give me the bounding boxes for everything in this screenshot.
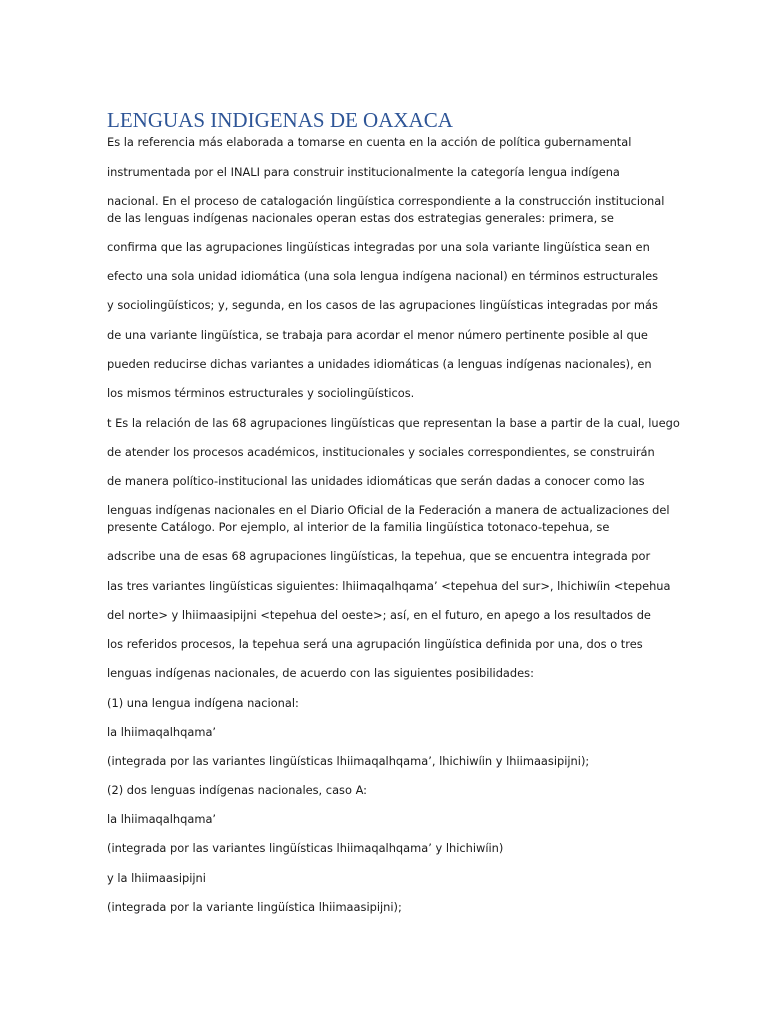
body-line: (1) una lengua indígena nacional: [107,696,299,710]
body-line: (2) dos lenguas indígenas nacionales, caso A: [107,783,367,797]
body-line: instrumentada por el INALI para construir institucionalmente la categoría lengua indígena [107,165,620,179]
body-line: de las lenguas indígenas nacionales operan estas dos estrategias generales: primera, se [107,211,614,225]
body-line: de atender los procesos académicos, institucionales y sociales correspondientes, se construirán [107,445,655,459]
document-title: LENGUAS INDIGENAS DE OAXACA [107,108,453,132]
body-line: (integrada por la variante lingüística lhiimaasipijni); [107,900,402,914]
body-line: adscribe una de esas 68 agrupaciones lingüísticas, la tepehua, que se encuentra integrada por [107,549,651,563]
body-line: nacional. En el proceso de catalogación lingüística correspondiente a la construcción institucional [107,194,665,208]
body-line: t Es la relación de las 68 agrupaciones lingüísticas que representan la base a partir de la cual, luego [107,416,680,430]
body-line: las tres variantes lingüísticas siguientes: lhiimaqalhqama’ <tepehua del sur>, lhichiwíin <tepehua [107,579,671,593]
body-line: la lhiimaqalhqama’ [107,812,217,826]
body-line: presente Catálogo. Por ejemplo, al interior de la familia lingüística totonaco-tepehua, se [107,520,610,534]
body-line: de una variante lingüística, se trabaja para acordar el menor número pertinente posible al que [107,328,648,342]
body-line: y la lhiimaasipijni [107,871,206,885]
body-line: efecto una sola unidad idiomática (una sola lengua indígena nacional) en términos estructurales [107,269,659,283]
body-line: los referidos procesos, la tepehua será una agrupación lingüística definida por una, dos o tres [107,637,643,651]
body-line: (integrada por las variantes lingüísticas lhiimaqalhqama’, lhichiwíin y lhiimaasipijni); [107,754,590,768]
body-line: lenguas indígenas nacionales, de acuerdo con las siguientes posibilidades: [107,666,534,680]
body-line: confirma que las agrupaciones lingüísticas integradas por una sola variante lingüística sean en [107,240,650,254]
body-line: (integrada por las variantes lingüísticas lhiimaqalhqama’ y lhichiwíin) [107,841,504,855]
body-line: los mismos términos estructurales y sociolingüísticos. [107,386,415,400]
body-line: y sociolingüísticos; y, segunda, en los casos de las agrupaciones lingüísticas integradas por más [107,298,658,312]
body-line: la lhiimaqalhqama’ [107,725,217,739]
body-line: lenguas indígenas nacionales en el Diario Oficial de la Federación a manera de actualizaciones del [107,503,670,517]
body-line: de manera político-institucional las unidades idiomáticas que serán dadas a conocer como las [107,474,645,488]
body-line: Es la referencia más elaborada a tomarse en cuenta en la acción de política gubernamental [107,135,632,149]
body-line: del norte> y lhiimaasipijni <tepehua del oeste>; así, en el futuro, en apego a los resultados de [107,608,651,622]
body-line: pueden reducirse dichas variantes a unidades idiomáticas (a lenguas indígenas nacionales), en [107,357,652,371]
